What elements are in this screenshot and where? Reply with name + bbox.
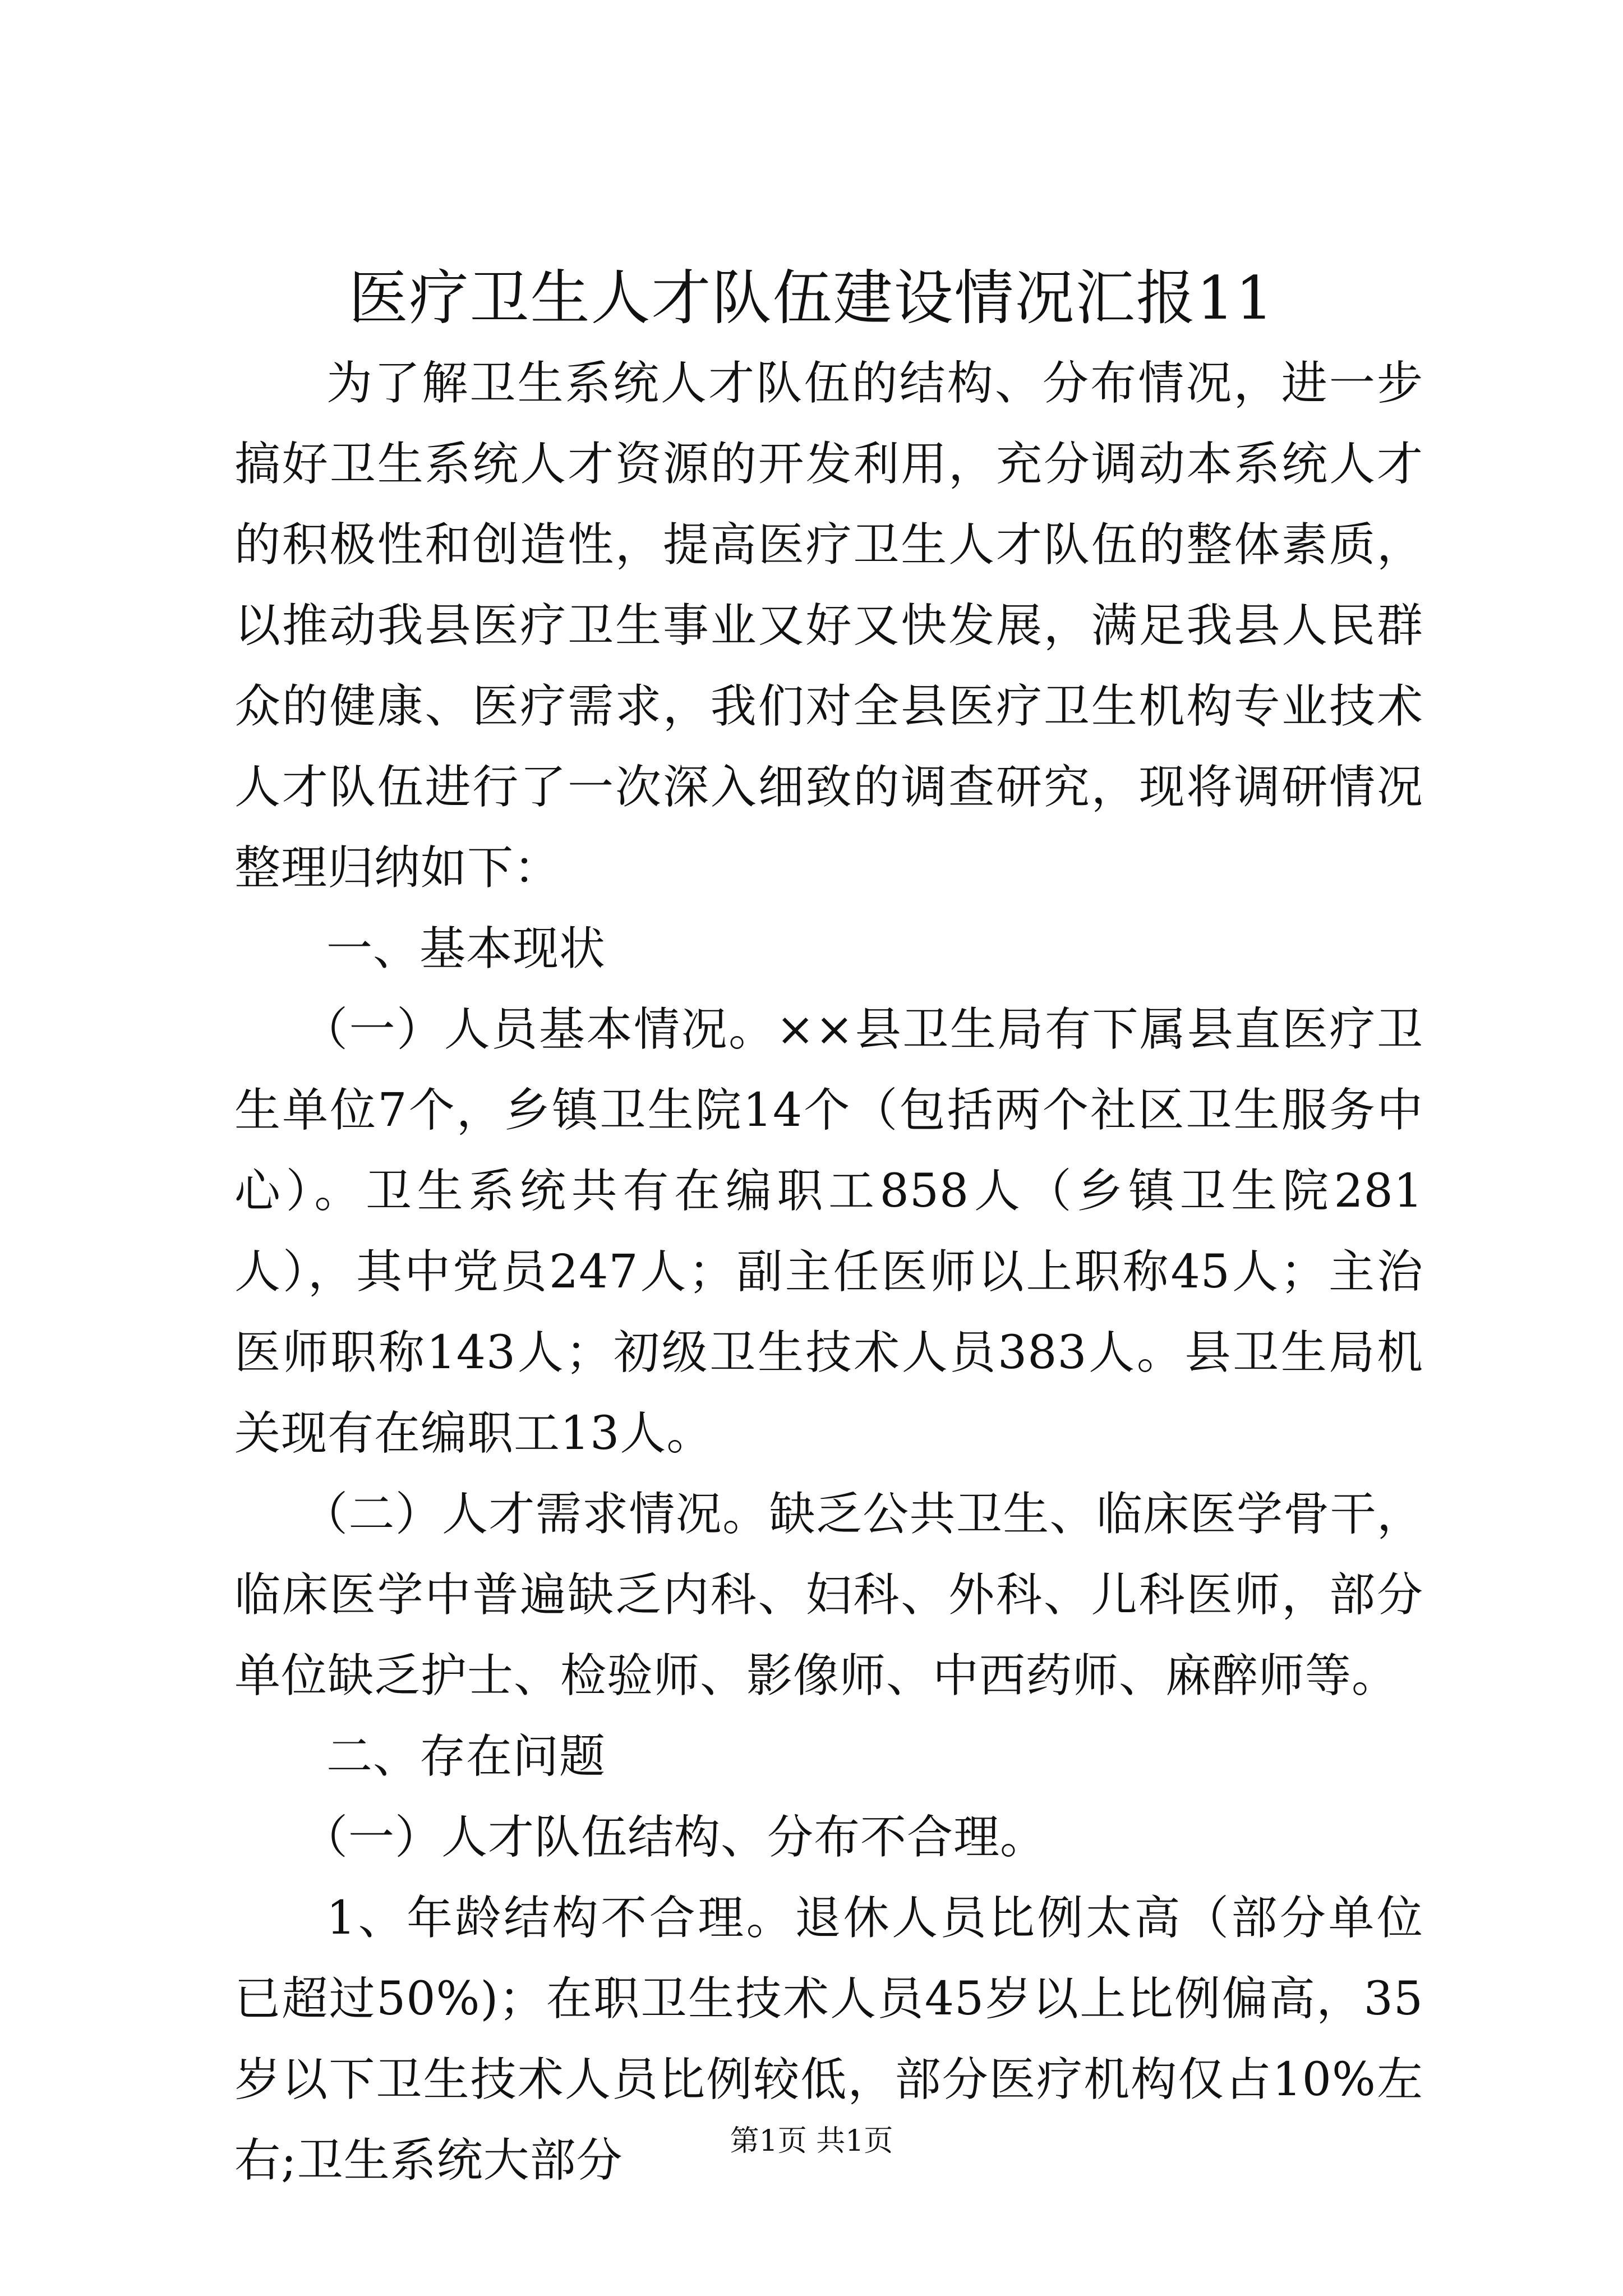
intro-paragraph: 为了解卫生系统人才队伍的结构、分布情况，进一步搞好卫生系统人才资源的开发利用，充分调动本系统人才的积极性和创造性，提高医疗卫生人才队伍的整体素质，以推动我县医疗卫生事业又好又快发展，满足我县人民群众的健康、医疗需求，我们对全县医疗卫生机构专业技术人才队伍进行了一次深入细致的调查研究，现将调研情况整理归纳如下： xyxy=(234,357,1423,895)
paragraph-age-structure: 1、年龄结构不合理。退休人员比例太高（部分单位已超过50%)；在职卫生技术人员45岁以上比例偏高，35岁以下卫生技术人员比例较低，部分医疗机构仅占10%左右;卫生系统大部分 xyxy=(234,1892,1423,2187)
document-title: 医疗卫生人才队伍建设情况汇报11 xyxy=(348,264,1275,333)
document-body xyxy=(234,343,1423,2201)
paragraph-staff-basics: （一）人员基本情况。××县卫生局有下属县直医疗卫生单位7个，乡镇卫生院14个（包括两个社区卫生服务中心）。卫生系统共有在编职工858人（乡镇卫生院281人），其中党员247人；副主任医师以上职称45人；主治医师职称143人；初级卫生技术人员383人。县卫生局机关现有在编职工13人。 xyxy=(234,1003,1423,1460)
paragraph-talent-demand: （二）人才需求情况。缺乏公共卫生、临床医学骨干，临床医学中普遍缺乏内科、妇科、外科、儿科医师，部分单位缺乏护士、检验师、影像师、中西药师、麻醉师等。 xyxy=(234,1488,1423,1703)
section-heading-problems: 二、存在问题 xyxy=(326,1730,606,1783)
page-footer: 第1页 共1页 xyxy=(730,2124,893,2158)
subheading-structure: （一）人才队伍结构、分布不合理。 xyxy=(302,1811,1047,1864)
section-heading-basic-status: 一、基本现状 xyxy=(326,922,606,976)
